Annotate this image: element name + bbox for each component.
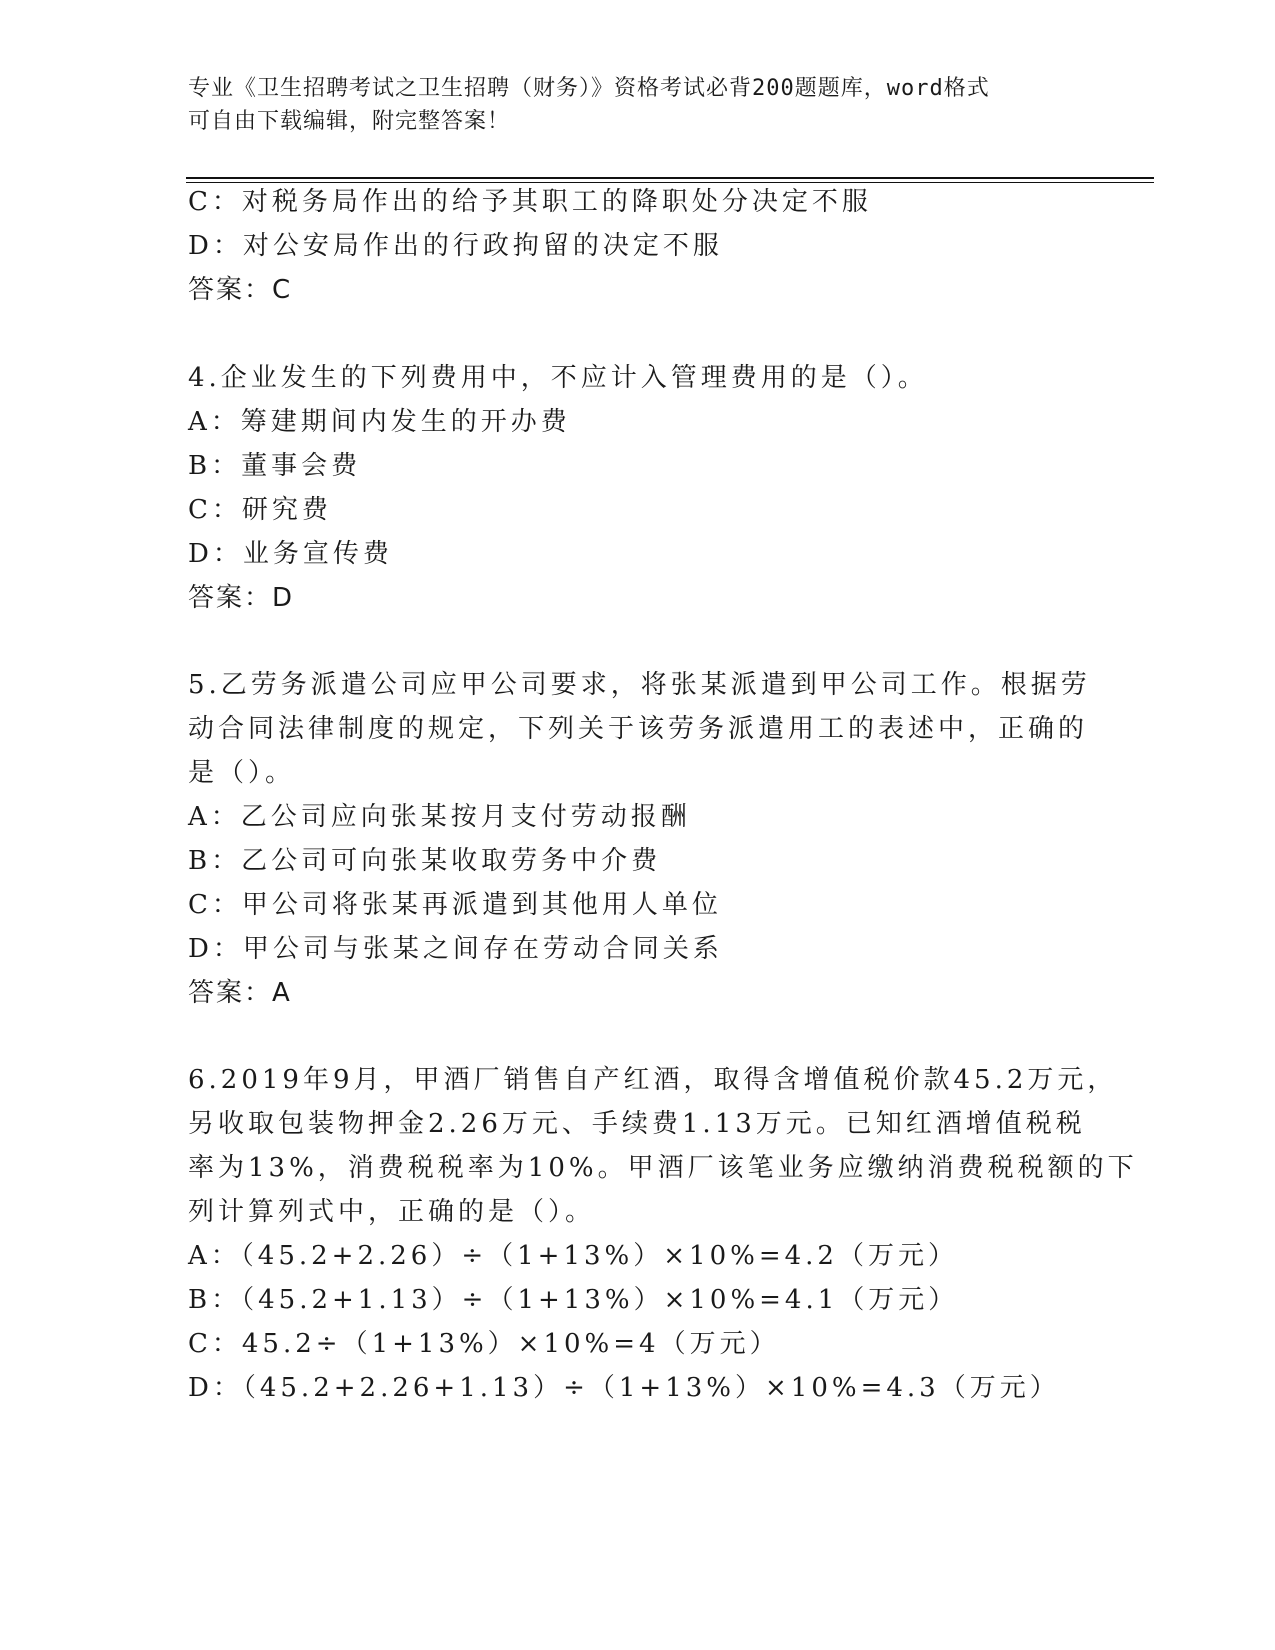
q4-option-a: A：筹建期间内发生的开办费 (188, 407, 571, 437)
q5-question-line-2: 动合同法律制度的规定，下列关于该劳务派遣用工的表述中，正确的 (188, 714, 1089, 744)
q3-option-d: D：对公安局作出的行政拘留的决定不服 (188, 231, 723, 261)
q5-option-d: D：甲公司与张某之间存在劳动合同关系 (188, 934, 723, 964)
q6-option-b: B：（45.2+1.13）÷（1+13%）×10%=4.1（万元） (188, 1285, 959, 1315)
q4-option-b: B：董事会费 (188, 451, 362, 481)
q6-option-d: D：（45.2+2.26+1.13）÷（1+13%）×10%=4.3（万元） (188, 1373, 1060, 1403)
q3-option-c: C：对税务局作出的给予其职工的降职处分决定不服 (188, 187, 872, 217)
q6-option-c: C：45.2÷（1+13%）×10%=4（万元） (188, 1329, 780, 1359)
q6-question-line-2: 另收取包装物押金2.26万元、手续费1.13万元。已知红酒增值税税 (188, 1109, 1086, 1139)
q4-option-d: D：业务宣传费 (188, 539, 393, 569)
header-divider-thick (186, 177, 1154, 179)
q6-question-line-4: 列计算列式中，正确的是（）。 (188, 1197, 596, 1227)
q4-option-c: C：研究费 (188, 495, 332, 525)
q5-option-a: A：乙公司应向张某按月支付劳动报酬 (188, 802, 691, 832)
header-divider-thin (186, 182, 1154, 183)
q5-question-line-3: 是（）。 (188, 758, 296, 788)
q3-answer: 答案：C (188, 275, 293, 305)
q4-question: 4.企业发生的下列费用中，不应计入管理费用的是（）。 (188, 363, 928, 393)
q6-question-line-3: 率为13%，消费税税率为10%。甲酒厂该笔业务应缴纳消费税税额的下 (188, 1153, 1138, 1183)
q5-option-b: B：乙公司可向张某收取劳务中介费 (188, 846, 662, 876)
document-header (188, 72, 1068, 138)
q6-option-a: A：（45.2+2.26）÷（1+13%）×10%=4.2（万元） (188, 1241, 958, 1271)
q5-question-line-1: 5.乙劳务派遣公司应甲公司要求，将张某派遣到甲公司工作。根据劳 (188, 670, 1091, 700)
q6-question-line-1: 6.2019年9月，甲酒厂销售自产红酒，取得含增值税价款45.2万元， (188, 1065, 1118, 1095)
q5-answer: 答案：A (188, 978, 292, 1008)
header-title-line-2: 可自由下载编辑，附完整答案！ (188, 109, 511, 134)
q5-option-c: C：甲公司将张某再派遣到其他用人单位 (188, 890, 722, 920)
q4-answer: 答案：D (188, 583, 295, 613)
header-title-line-1: 专业《卫生招聘考试之卫生招聘（财务）》资格考试必背200题题库，word格式 (188, 76, 990, 101)
